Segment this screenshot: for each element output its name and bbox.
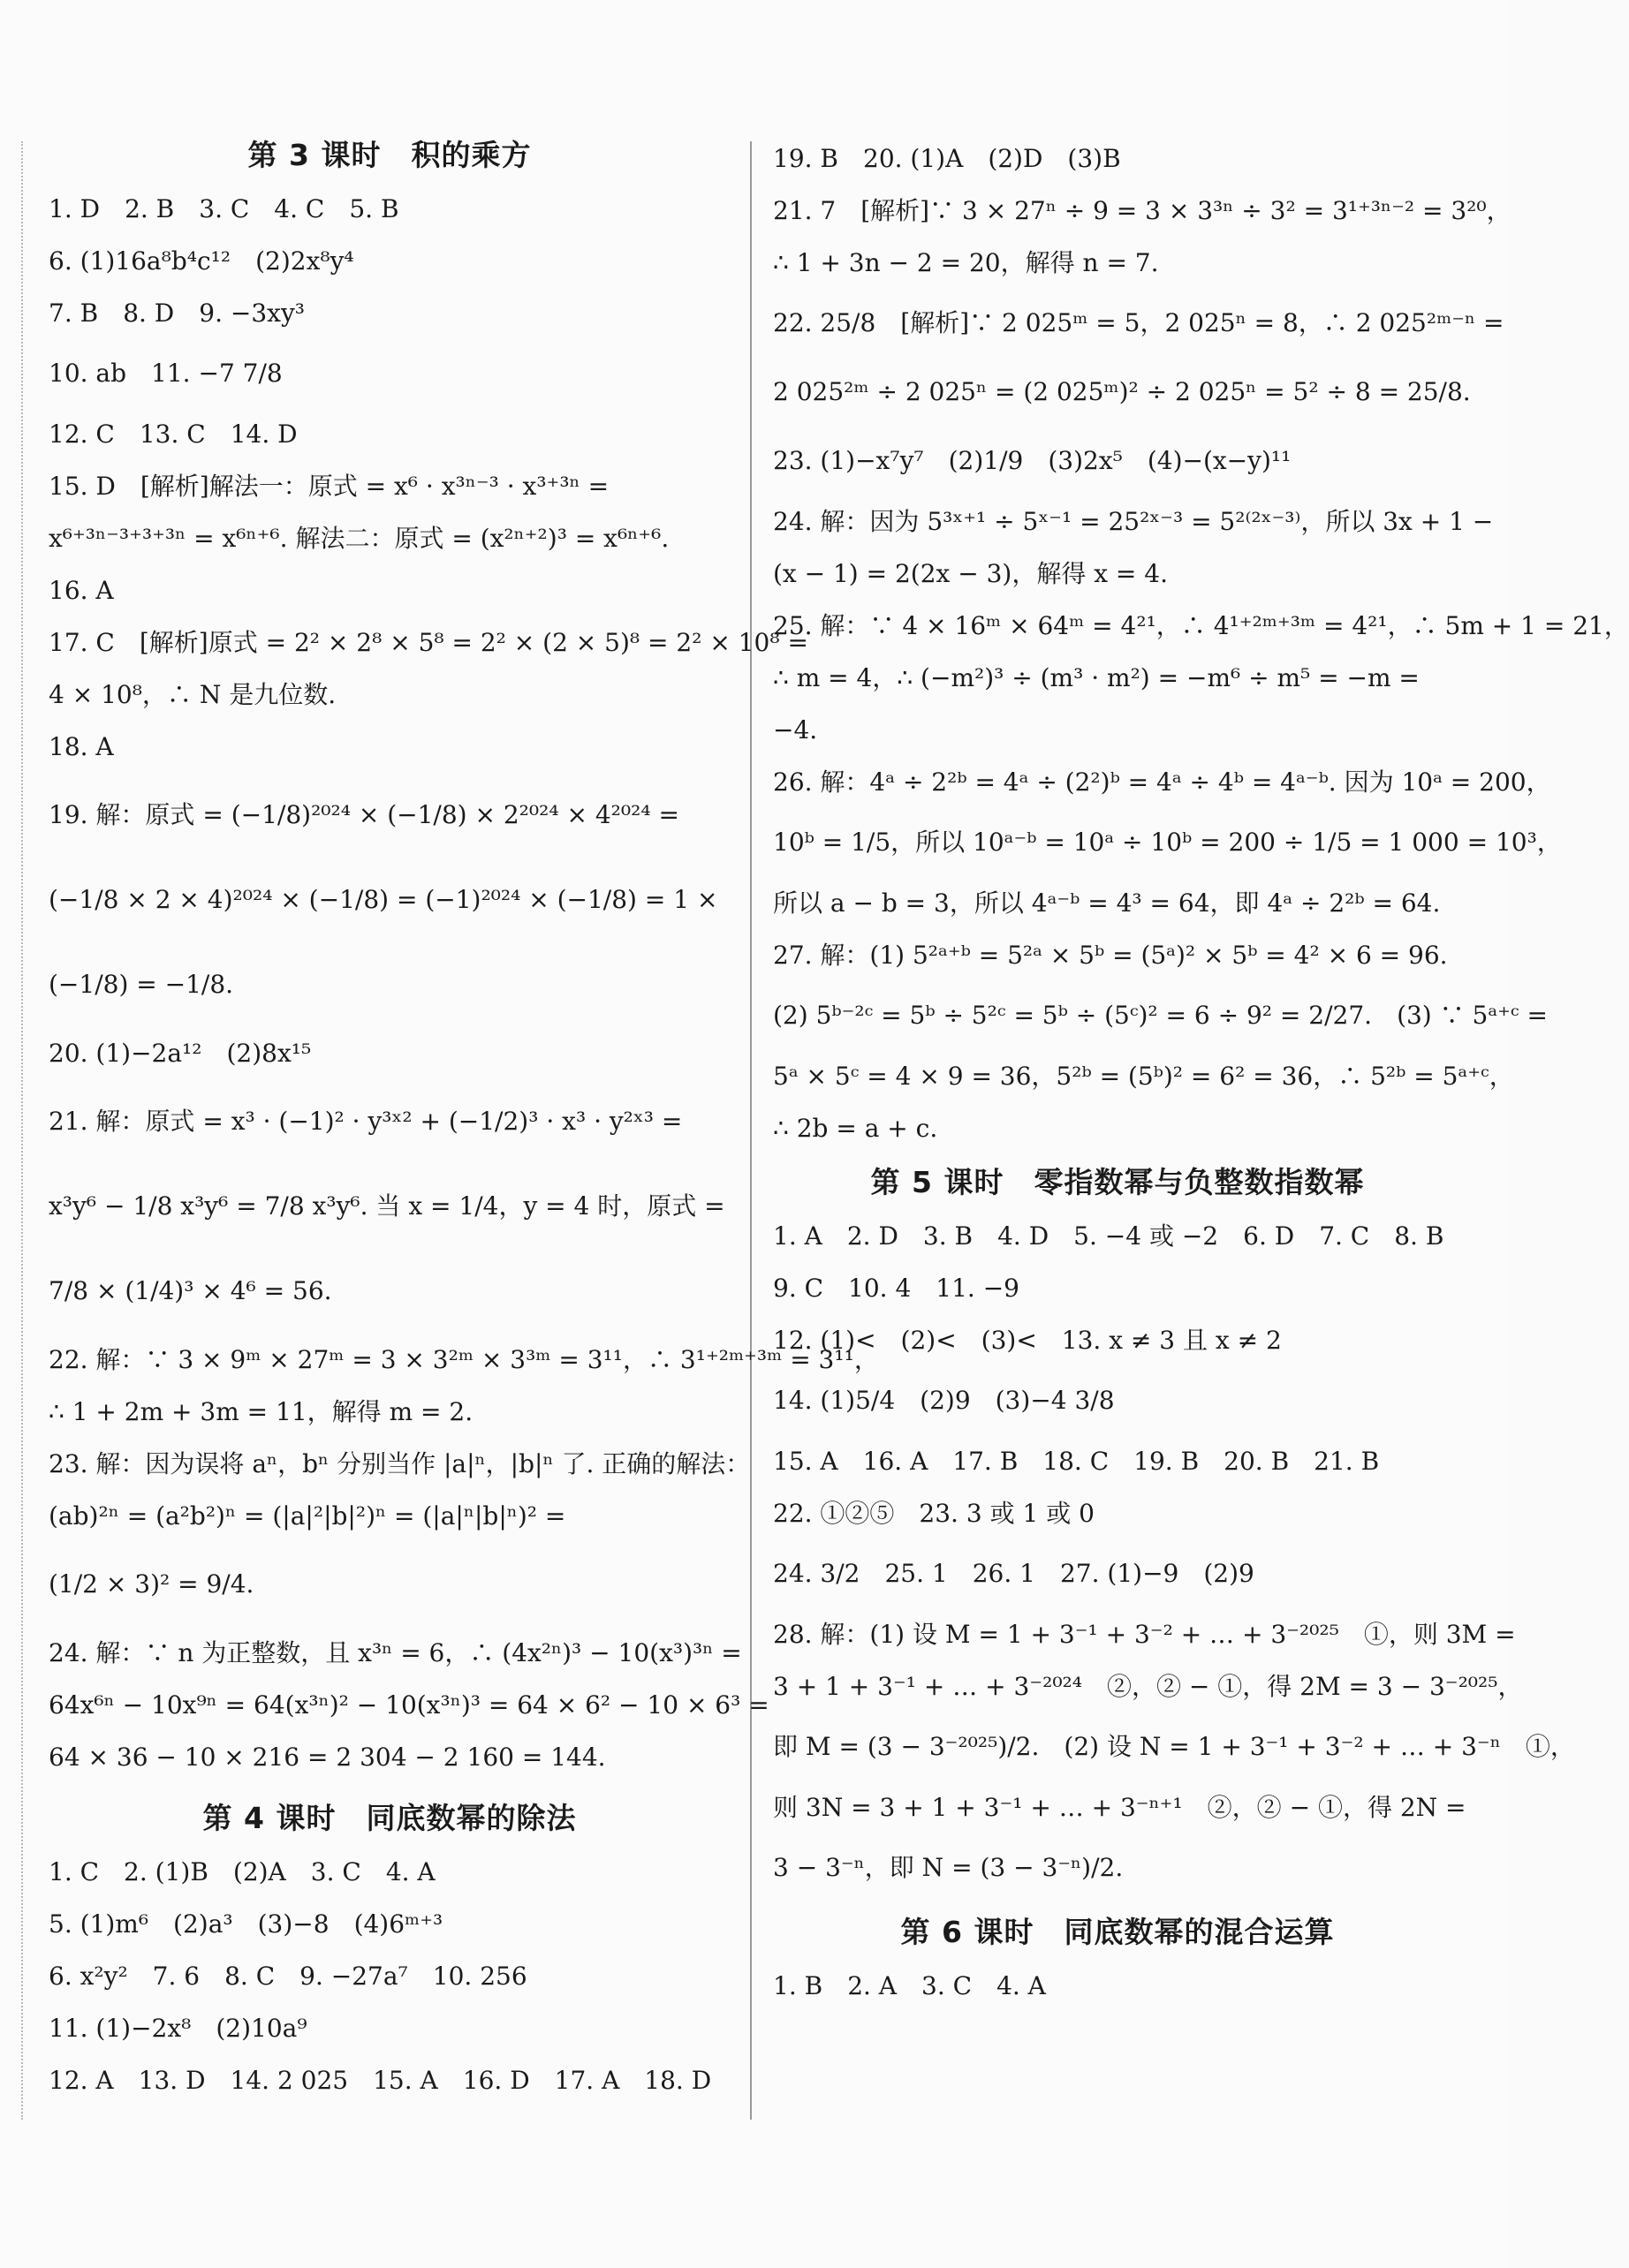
answer-line: 10ᵇ = 1/5，所以 10ᵃ⁻ᵇ = 10ᵃ ÷ 10ᵇ = 200 ÷ 1/5 = 1 000 = 10³，	[773, 828, 1562, 857]
answer-line: 22. ①②⑤ 23. 3 或 1 或 0	[773, 1499, 1095, 1528]
right-column	[773, 132, 1629, 2012]
answer-line: 6. x²y² 7. 6 8. C 9. −27a⁷ 10. 256	[49, 1962, 527, 1991]
answer-line: 1. B 2. A 3. C 4. A	[773, 1971, 1046, 2000]
answer-line: 1. D 2. B 3. C 4. C 5. B	[49, 194, 399, 223]
answer-line: 23. 解：因为误将 aⁿ，bⁿ 分别当作 |a|ⁿ，|b|ⁿ 了. 正确的解法：	[49, 1449, 751, 1478]
answer-line: 3 − 3⁻ⁿ，即 N = (3 − 3⁻ⁿ)/2.	[773, 1853, 1124, 1882]
section-6-title: 第 6 课时 同底数幂的混合运算	[900, 1915, 1335, 1949]
answer-line: 21. 7 [解析]∵ 3 × 27ⁿ ÷ 9 = 3 × 3³ⁿ ÷ 3² = 3¹⁺³ⁿ⁻² = 3²⁰，	[773, 196, 1512, 225]
answer-line: (1/2 × 3)² = 9/4.	[49, 1569, 254, 1599]
answer-line: 18. A	[49, 732, 114, 761]
answer-line: 26. 解：4ᵃ ÷ 2²ᵇ = 4ᵃ ÷ (2²)ᵇ = 4ᵃ ÷ 4ᵇ = 4ᵃ⁻ᵇ. 因为 10ᵃ = 200，	[773, 767, 1551, 797]
section-4-answers-continued	[773, 132, 1629, 1154]
left-margin-line	[21, 141, 23, 2120]
section-4-title: 第 4 课时 同底数幂的除法	[202, 1801, 577, 1835]
answer-line: 12. C 13. C 14. D	[49, 420, 298, 449]
answer-line: 7/8 × (1/4)³ × 4⁶ = 56.	[49, 1276, 332, 1305]
section-3-title: 第 3 课时 积的乘方	[247, 138, 532, 172]
answer-line: 12. (1)< (2)< (3)< 13. x ≠ 3 且 x ≠ 2	[773, 1326, 1282, 1355]
answer-line: 15. A 16. A 17. B 18. C 19. B 20. B 21. B	[773, 1447, 1380, 1476]
answer-line: 12. A 13. D 14. 2 025 15. A 16. D 17. A 18. D	[49, 2066, 712, 2095]
answer-line: 24. 解：∵ n 为正整数，且 x³ⁿ = 6，∴ (4x²ⁿ)³ − 10(x³)³ⁿ =	[49, 1638, 742, 1667]
answer-line: (−1/8) = −1/8.	[49, 970, 234, 999]
answer-line: x³y⁶ − 1/8 x³y⁶ = 7/8 x³y⁶. 当 x = 1/4，y = 4 时，原式 =	[49, 1191, 725, 1221]
answer-line: 6. (1)16a⁸b⁴c¹² (2)2x⁸y⁴	[49, 246, 354, 276]
answer-line: 27. 解：(1) 5²ᵃ⁺ᵇ = 5²ᵃ × 5ᵇ = (5ᵃ)² × 5ᵇ = 4² × 6 = 96.	[773, 941, 1448, 970]
answer-line: 22. 解：∵ 3 × 9ᵐ × 27ᵐ = 3 × 3²ᵐ × 3³ᵐ = 3¹¹，∴ 3¹⁺²ᵐ⁺³ᵐ = 3¹¹，	[49, 1345, 879, 1374]
answer-line: 11. (1)−2x⁸ (2)10a⁹	[49, 2014, 307, 2043]
answer-line: 14. (1)5/4 (2)9 (3)−4 3/8	[773, 1386, 1115, 1415]
answer-line: 1. A 2. D 3. B 4. D 5. −4 或 −2 6. D 7. C 8. B	[773, 1221, 1444, 1251]
answer-line: 16. A	[49, 576, 114, 605]
answer-line: 25. 解：∵ 4 × 16ᵐ × 64ᵐ = 4²¹，∴ 4¹⁺²ᵐ⁺³ᵐ = 4²¹，∴ 5m + 1 = 21，	[773, 611, 1629, 640]
column-divider	[750, 141, 752, 2120]
answer-line: ∴ 1 + 3n − 2 = 20，解得 n = 7.	[773, 248, 1159, 277]
answer-line: 64x⁶ⁿ − 10x⁹ⁿ = 64(x³ⁿ)² − 10(x³ⁿ)³ = 64 × 6² − 10 × 6³ =	[49, 1690, 769, 1720]
answer-line: 5ᵃ × 5ᶜ = 4 × 9 = 36，5²ᵇ = (5ᵇ)² = 6² = 36，∴ 5²ᵇ = 5ᵃ⁺ᶜ，	[773, 1062, 1514, 1091]
answer-line: 24. 3/2 25. 1 26. 1 27. (1)−9 (2)9	[773, 1559, 1254, 1588]
answer-line: 20. (1)−2a¹² (2)8x¹⁵	[49, 1039, 312, 1068]
answer-line: 1. C 2. (1)B (2)A 3. C 4. A	[49, 1857, 436, 1886]
answer-line: (ab)²ⁿ = (a²b²)ⁿ = (|a|²|b|²)ⁿ = (|a|ⁿ|b|ⁿ)² =	[49, 1501, 566, 1531]
answer-line: 5. (1)m⁶ (2)a³ (3)−8 (4)6ᵐ⁺³	[49, 1909, 443, 1939]
answer-line: ∴ m = 4，∴ (−m²)³ ÷ (m³ · m²) = −m⁶ ÷ m⁵ = −m =	[773, 663, 1420, 692]
answer-line: (2) 5ᵇ⁻²ᶜ = 5ᵇ ÷ 5²ᶜ = 5ᵇ ÷ (5ᶜ)² = 6 ÷ 9² = 2/27. (3) ∵ 5ᵃ⁺ᶜ =	[773, 1001, 1548, 1030]
answer-line: 15. D [解析]解法一：原式 = x⁶ · x³ⁿ⁻³ · x³⁺³ⁿ =	[49, 472, 610, 501]
answer-line: ∴ 2b = a + c.	[773, 1114, 938, 1143]
answer-line: 24. 解：因为 5³ˣ⁺¹ ÷ 5ˣ⁻¹ = 25²ˣ⁻³ = 5²⁽²ˣ⁻³⁾，所以 3x + 1 −	[773, 507, 1494, 536]
section-4-answers	[49, 1846, 731, 2106]
answer-line: x⁶⁺³ⁿ⁻³⁺³⁺³ⁿ = x⁶ⁿ⁺⁶. 解法二：原式 = (x²ⁿ⁺²)³ = x⁶ⁿ⁺⁶.	[49, 524, 670, 553]
answer-line: 3 + 1 + 3⁻¹ + … + 3⁻²⁰²⁴ ②，② − ①，得 2M = 3 − 3⁻²⁰²⁵，	[773, 1672, 1523, 1701]
answer-line: 23. (1)−x⁷y⁷ (2)1/9 (3)2x⁵ (4)−(x−y)¹¹	[773, 446, 1292, 475]
answer-line: −4.	[773, 715, 818, 745]
answer-line: 10. ab 11. −7 7/8	[49, 359, 283, 388]
answer-line: 64 × 36 − 10 × 216 = 2 304 − 2 160 = 144.	[49, 1743, 606, 1772]
answer-line: 9. C 10. 4 11. −9	[773, 1274, 1019, 1303]
answer-line: 19. B 20. (1)A (2)D (3)B	[773, 144, 1121, 173]
answer-line: 17. C [解析]原式 = 2² × 2⁸ × 5⁸ = 2² × (2 × 5)⁸ = 2² × 10⁸ =	[49, 628, 808, 657]
answer-line: 21. 解：原式 = x³ · (−1)² · y³ˣ² + (−1/2)³ · x³ · y²ˣ³ =	[49, 1107, 683, 1136]
answer-line: ∴ 1 + 2m + 3m = 11，解得 m = 2.	[49, 1397, 474, 1426]
answer-line: 4 × 10⁸，∴ N 是九位数.	[49, 680, 337, 709]
answer-line: 22. 25/8 [解析]∵ 2 025ᵐ = 5，2 025ⁿ = 8，∴ 2 025²ᵐ⁻ⁿ =	[773, 308, 1504, 337]
answer-line: 7. B 8. D 9. −3xy³	[49, 299, 305, 328]
answer-line: 则 3N = 3 + 1 + 3⁻¹ + … + 3⁻ⁿ⁺¹ ②，② − ①，得 2N =	[773, 1793, 1466, 1822]
answer-line: (x − 1) = 2(2x − 3)，解得 x = 4.	[773, 559, 1168, 588]
answer-line: 所以 a − b = 3，所以 4ᵃ⁻ᵇ = 4³ = 64，即 4ᵃ ÷ 2²ᵇ = 64.	[773, 888, 1441, 918]
answer-line: 19. 解：原式 = (−1/8)²⁰²⁴ × (−1/8) × 2²⁰²⁴ × 4²⁰²⁴ =	[49, 800, 679, 829]
section-6-answers	[773, 1960, 1462, 2012]
section-5-answers	[773, 1210, 1575, 1902]
section-5-title: 第 5 课时 零指数幂与负整数指数幂	[870, 1165, 1365, 1199]
answer-line: 即 M = (3 − 3⁻²⁰²⁵)/2. (2) 设 N = 1 + 3⁻¹ + 3⁻² + … + 3⁻ⁿ ①，	[773, 1732, 1575, 1761]
answer-line: 28. 解：(1) 设 M = 1 + 3⁻¹ + 3⁻² + … + 3⁻²⁰²⁵ ①，则 3M =	[773, 1620, 1516, 1649]
answer-line: 2 025²ᵐ ÷ 2 025ⁿ = (2 025ᵐ)² ÷ 2 025ⁿ = 5² ÷ 8 = 25/8.	[773, 377, 1471, 406]
answer-line: (−1/8 × 2 × 4)²⁰²⁴ × (−1/8) = (−1)²⁰²⁴ × (−1/8) = 1 ×	[49, 885, 718, 914]
